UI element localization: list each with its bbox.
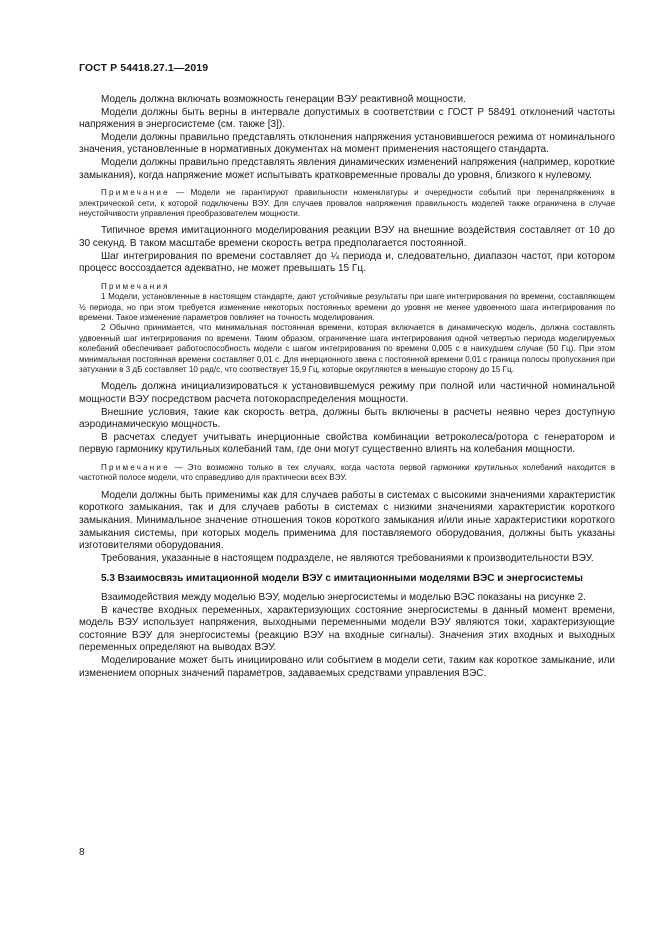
note-item: 1 Модели, установленные в настоящем стандарте, дают устойчивые результаты при шаге интегрирования по времени, составляющем ½ периода, но при этом требуется изменение некоторых постоянных времени до уровня не менее удвоенного шага интегрирования по времени. Такое изменение параметров повлияет на точность моделирования. (79, 292, 615, 322)
paragraph: Типичное время имитационного моделирования реакции ВЭУ на внешние воздействия составляет от 10 до 30 секунд. В таком масштабе времени скорость ветра предполагается постоянной. (79, 225, 615, 249)
paragraph: Модели должны быть применимы как для случаев работы в системах с высокими значениями характеристик короткого замыкания, так и для случаев работы в системах с низкими значениями характеристик короткого замыкания. Минимальное значение отношения токов короткого замыкания и/или иные характеристики короткого замыкания системы, при которых модель применима для поставляемого оборудования, должны быть указаны изготовителями оборудования. (79, 489, 615, 552)
paragraph: Взаимодействия между моделью ВЭУ, моделью энергосистемы и моделью ВЭС показаны на рисунке 2. (101, 591, 586, 603)
note-label: Примечание (101, 188, 170, 198)
note-text: — Это возможно только в тех случаях, когда частота первой гармоники крутильных колебаний находится в частотной полосе модели, что справедливо для практически всех ВЭУ. (79, 462, 615, 483)
page-number: 8 (79, 847, 85, 858)
page-content (79, 90, 615, 680)
note (79, 463, 615, 484)
note-text: — Модели не гарантируют правильности номенклатуры и очередности событий при перенапряжениях в электрической сети, к которой подключены ВЭУ. Для случаев провалов напряжения правильность моделей также ограничена в случае неустойчивости управления преобразователем мощности. (79, 188, 615, 218)
notes-heading: Примечания (101, 281, 170, 291)
paragraph: Требования, указанные в настоящем подразделе, не являются требованиями к производительности ВЭУ. (101, 552, 594, 564)
paragraph: Модель должна инициализироваться к установившемуся режиму при полной или частичной номинальной мощности ВЭУ посредством расчета потокораспределения мощности. (79, 381, 615, 405)
paragraph: Внешние условия, такие как скорость ветра, должны быть включены в расчеты неявно через доступную аэродинамическую мощность. (79, 406, 615, 431)
paragraph: Модели должны правильно представлять отклонения напряжения установившегося режима от номинального значения, установленные в нормативных документах на момент применения настоящего стандарта. (79, 131, 615, 156)
note (79, 188, 615, 219)
note-item: 2 Обычно принимается, что минимальная постоянная времени, которая включается в динамическую модель, должна составлять удвоенный шаг интегрирования по времени. Таким образом, ограничение шага интегрирования одной четвертью периода моделируемых колебаний обеспечивает работоспособность модели с шагом интегрирования по времени 0,005 с в наихудшем случае (50 Гц). При этом минимальная постоянная времени составляет 0,01 с. Для инерционного звена с постоянной времени 0,01 с граница полосы пропускания при затухании в 3 дБ составляет 10 рад/с, что соотвествует 15,9 Гц, которые округляются в меньшую сторону до 15 Гц. (79, 323, 615, 374)
paragraph: Модели должны правильно представлять явления динамических изменений напряжения (например, короткие замыкания), когда напряжение может испытывать кратковременные провалы до уровня, близкого к нулевому. (79, 156, 616, 181)
paragraph: Моделирование может быть инициировано или событием в модели сети, таким как короткое замыкание, или изменением опорных значений параметров, задаваемых средствами управления ВЭС. (79, 654, 615, 679)
section-heading: 5.3 Взаимосвязь имитационной модели ВЭУ с имитационными моделями ВЭС и энергосистемы (101, 573, 583, 585)
paragraph: В расчетах следует учитывать инерционные свойства комбинации ветроколеса/ротора с генератором и первую гармонику крутильных колебаний там, где они могут существенно влиять на колебания мощности. (79, 431, 615, 456)
note-label: Примечание (101, 462, 170, 472)
document-header: ГОСТ Р 54418.27.1—2019 (79, 62, 209, 74)
paragraph: Модели должны быть верны в интервале допустимых в соответствии с ГОСТ Р 58491 отклонений частоты напряжения в энергосистеме (см. также [3]). (79, 106, 615, 131)
paragraph: Шаг интегрирования по времени составляет до ¼ периода и, следовательно, диапазон частот, при котором процесс воссоздается адекватно, не может превышать 15 Гц. (79, 250, 615, 275)
paragraph: Модель должна включать возможность генерации ВЭУ реактивной мощности. (101, 94, 466, 105)
paragraph: В качестве входных переменных, характеризующих состояние энергосистемы в данный момент времени, модель ВЭУ использует напряжения, выходными переменными модели ВЭУ являются токи, характеризующие состояние ВЭУ для энергосистемы (реакцию ВЭУ на входные сигналы). Значения этих входных и выходных переменных определяют на выводах ВЭУ. (79, 604, 615, 654)
